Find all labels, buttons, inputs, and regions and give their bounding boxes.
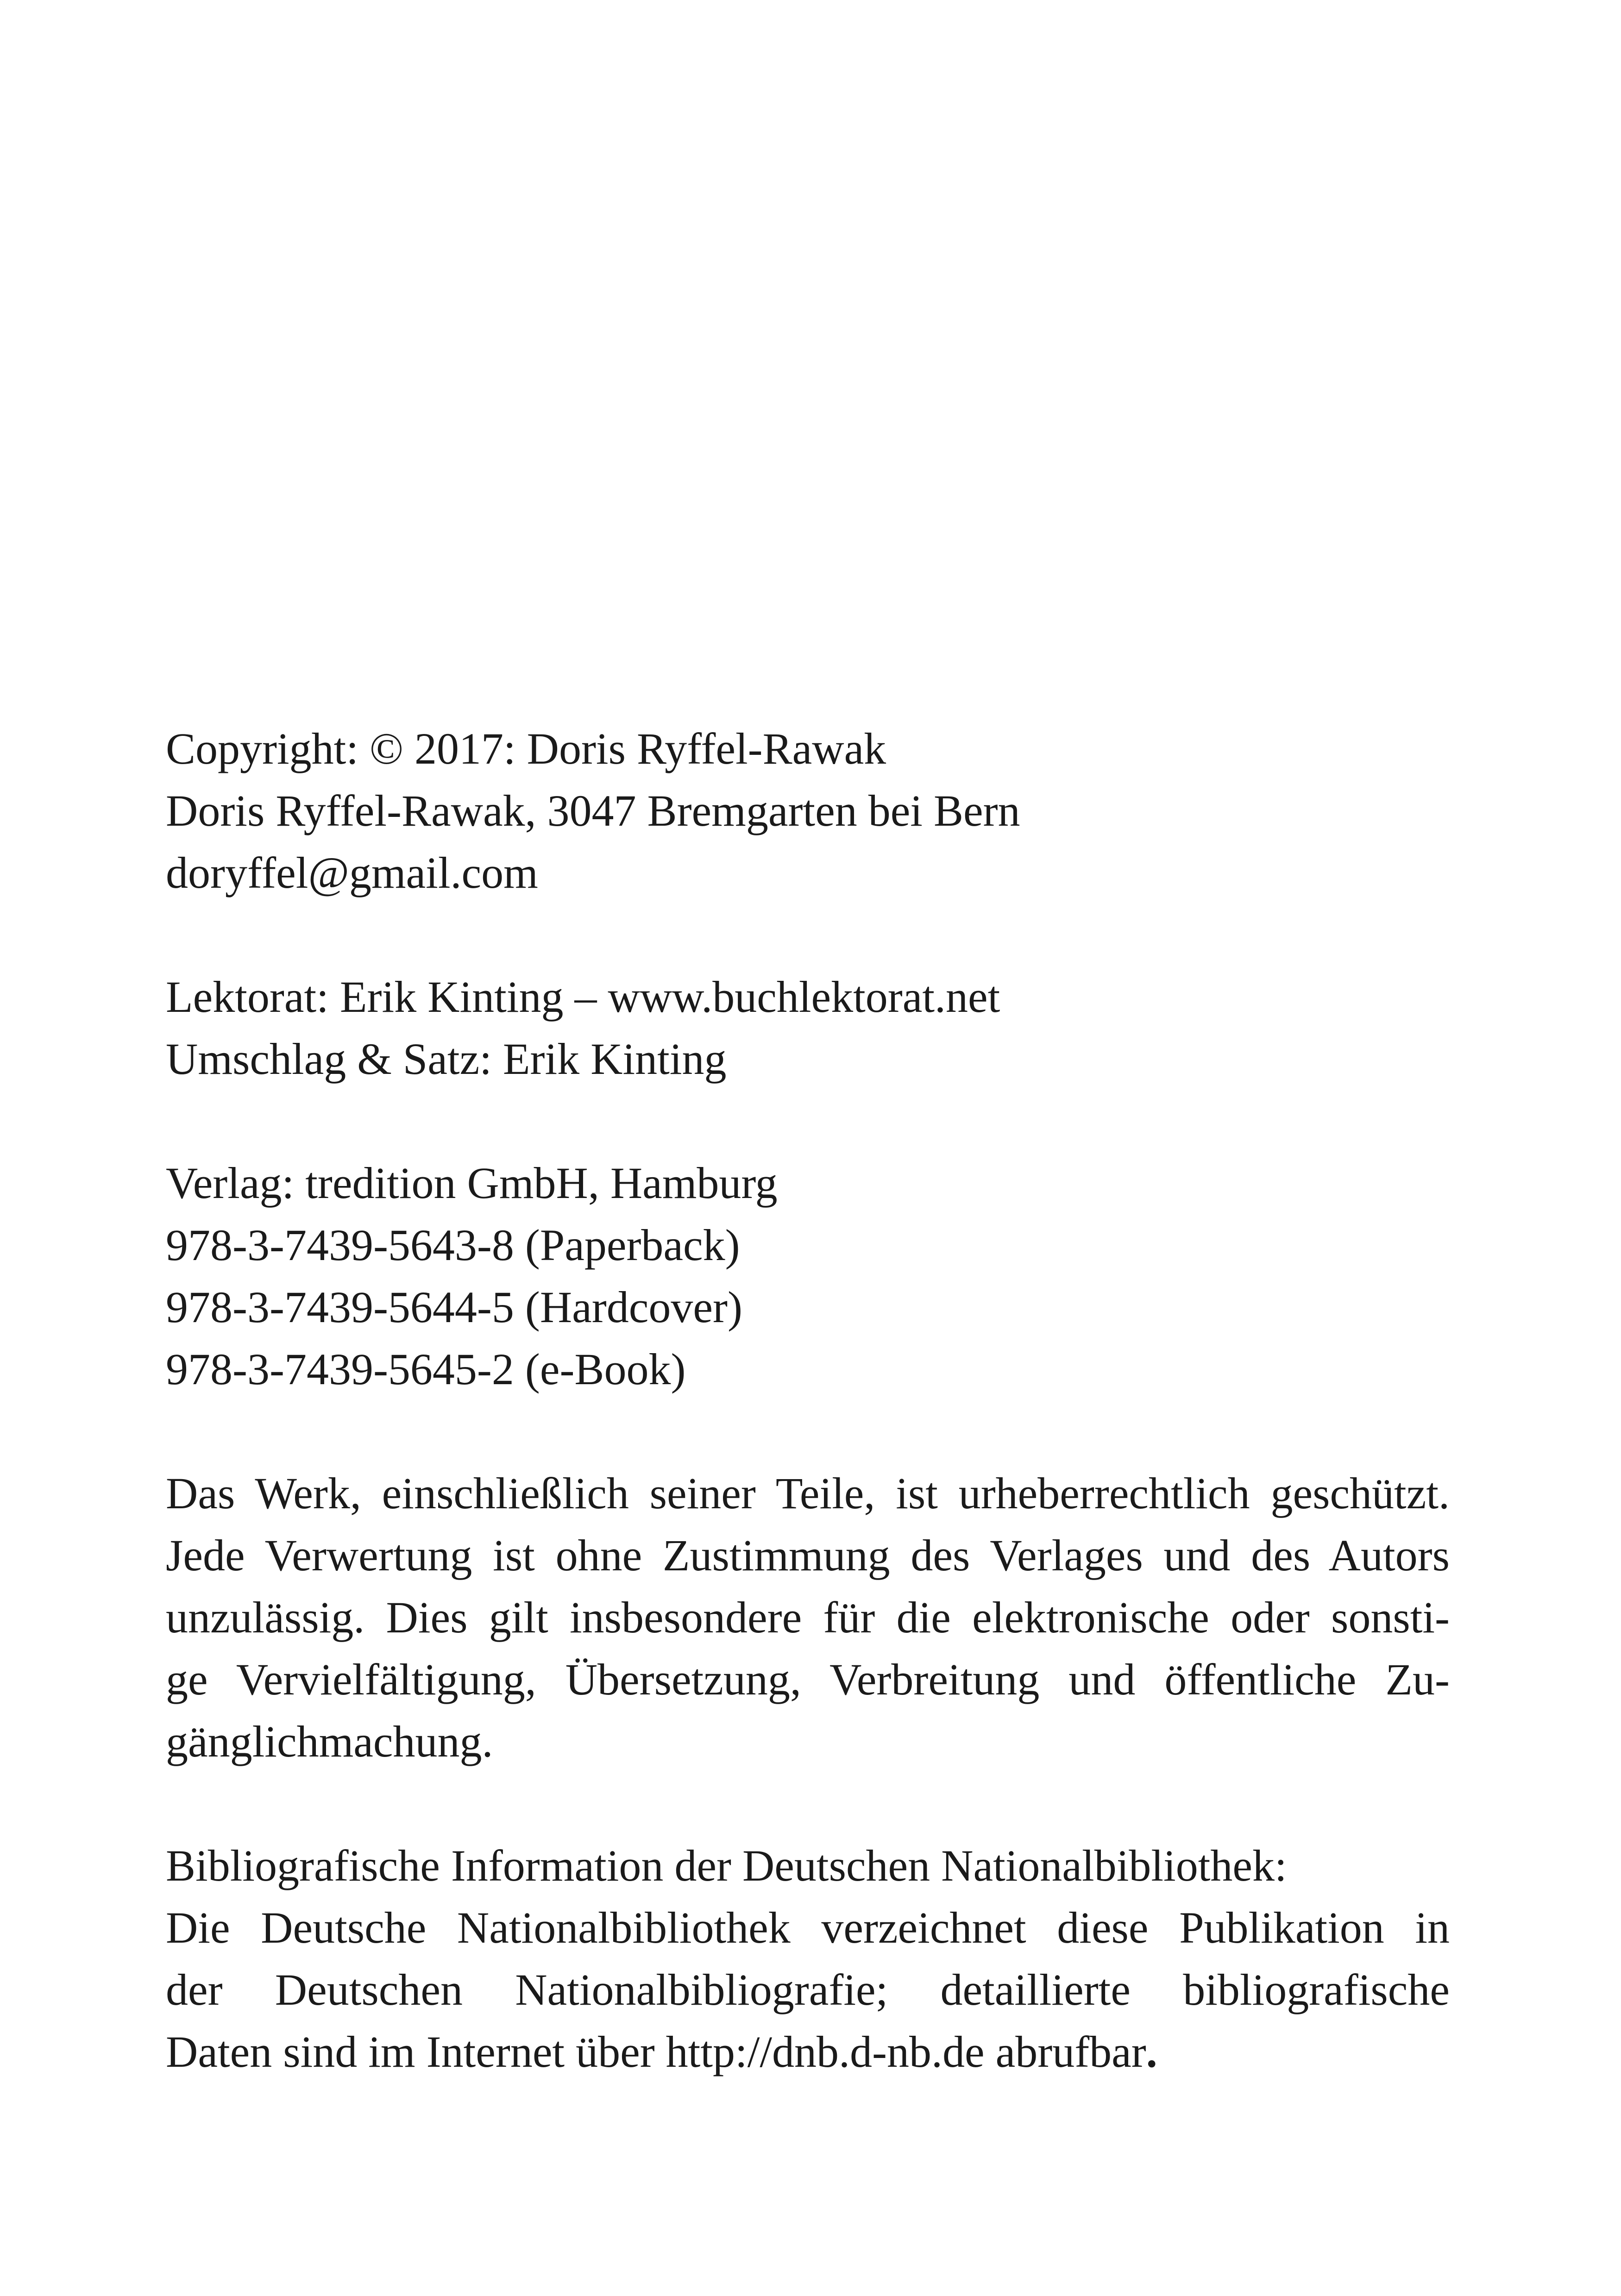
imprint-page [166, 718, 1450, 2083]
spacer [166, 1773, 1450, 1835]
copyright-line: Copyright: © 2017: Doris Ryffel-Rawak [166, 724, 886, 773]
spacer [166, 1090, 1450, 1152]
dnb-notice-line: der Deutschen Nationalbibliografie; detaillierte bibliografische [166, 1965, 1450, 2014]
isbn-ebook: 978-3-7439-5645-2 (e-Book) [166, 1344, 686, 1394]
publisher-block [166, 1152, 1450, 1400]
isbn-hardcover: 978-3-7439-5644-5 (Hardcover) [166, 1282, 742, 1332]
rights-notice [166, 1462, 1450, 1773]
editor-credit: Lektorat: Erik Kinting – www.buchlektorat.net [166, 972, 1000, 1022]
dnb-notice-line: Die Deutsche Nationalbibliothek verzeichnet diese Publikation in [166, 1903, 1450, 1952]
dnb-heading: Bibliografische Information der Deutschen Nationalbibliothek: [166, 1841, 1287, 1890]
dnb-final-period: . [1146, 2027, 1157, 2076]
spacer [166, 1400, 1450, 1462]
dnb-notice [166, 1835, 1450, 2083]
rights-notice-line: Das Werk, einschließlich seiner Teile, ist urheberrechtlich geschützt. [166, 1468, 1450, 1518]
author-email: doryffel@gmail.com [166, 848, 538, 897]
rights-notice-line: gänglichmachung. [166, 1717, 493, 1766]
cover-typesetting-credit: Umschlag & Satz: Erik Kinting [166, 1034, 727, 1084]
copyright-block [166, 718, 1450, 904]
rights-notice-line: unzulässig. Dies gilt insbesondere für die elektronische oder sonsti- [166, 1593, 1450, 1642]
isbn-paperback: 978-3-7439-5643-8 (Paperback) [166, 1220, 740, 1270]
dnb-notice-line: Daten sind im Internet über http://dnb.d-nb.de abrufbar [166, 2027, 1146, 2076]
publisher-line: Verlag: tredition GmbH, Hamburg [166, 1158, 778, 1208]
credits-block [166, 966, 1450, 1090]
rights-notice-line: Jede Verwertung ist ohne Zustimmung des Verlages und des Autors [166, 1531, 1450, 1580]
rights-notice-line: ge Vervielfältigung, Übersetzung, Verbreitung und öffentliche Zu- [166, 1655, 1450, 1704]
dnb-notice-last-line [166, 2021, 1450, 2083]
author-address-line: Doris Ryffel-Rawak, 3047 Bremgarten bei Bern [166, 786, 1020, 835]
spacer [166, 904, 1450, 966]
